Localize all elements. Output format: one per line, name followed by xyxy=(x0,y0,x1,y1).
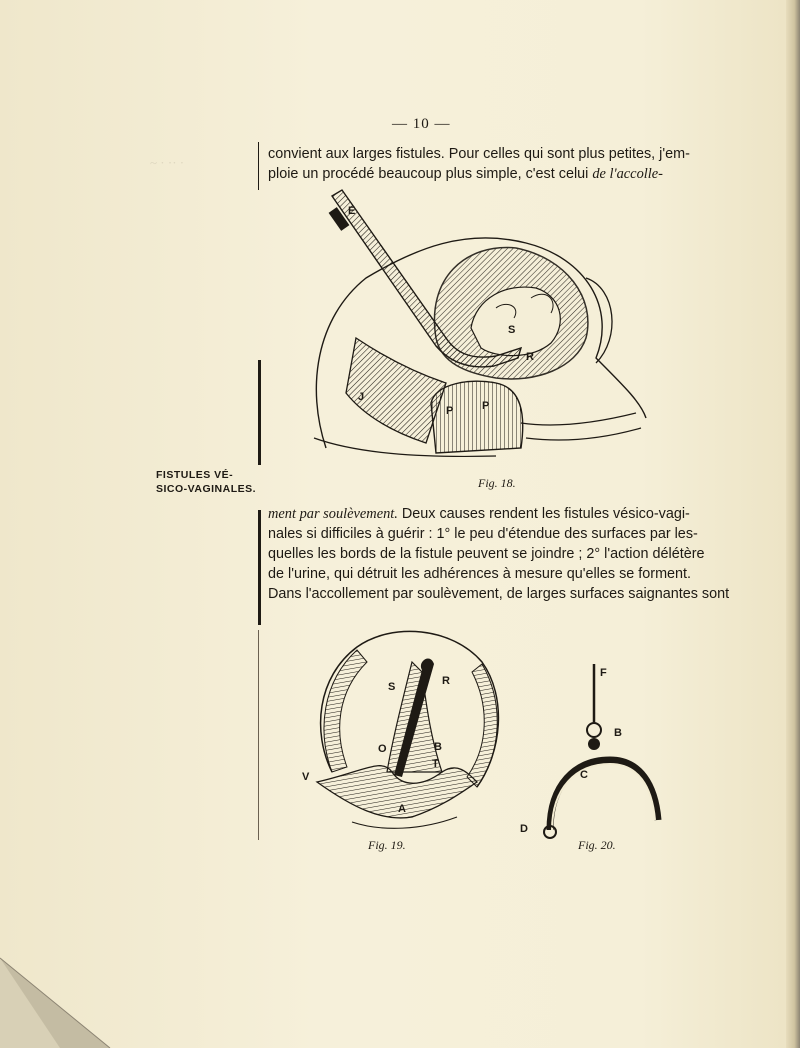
figure-20-caption: Fig. 20. xyxy=(578,838,616,852)
fig20-label-B: B xyxy=(614,727,622,739)
marginal-note-line-2: SICO-VAGINALES. xyxy=(156,483,257,495)
fig19-label-B: B xyxy=(434,741,442,753)
fig18-label-S: S xyxy=(508,324,516,336)
paragraph-bottom-line-1-italic: ment par soulèvement. xyxy=(268,506,398,522)
fig18-label-E: E xyxy=(348,205,356,217)
margin-rule-middle xyxy=(258,360,261,465)
paragraph-top-line-2 xyxy=(268,164,663,184)
page-edge xyxy=(786,0,800,1048)
fig20-label-D: D xyxy=(520,823,528,835)
fig19-label-T: T xyxy=(432,758,439,770)
fig20-label-F: F xyxy=(600,667,607,679)
figure-19-illustration xyxy=(292,622,512,842)
fig19-label-R: R xyxy=(442,675,450,687)
fig18-label-J: J xyxy=(358,391,365,403)
fig18-label-P1: P xyxy=(446,405,454,417)
figure-18-caption: Fig. 18. xyxy=(478,476,516,490)
bleed-through: ~ · ·· · xyxy=(150,155,185,170)
fig20-label-C: C xyxy=(580,769,588,781)
paragraph-bottom-line-3: quelles les bords de la fistule peuvent se joindre ; 2° l'action délétère xyxy=(268,546,705,562)
figure-20-illustration xyxy=(510,660,670,840)
paragraph-top-line-2-text: ploie un procédé beaucoup plus simple, c'est celui xyxy=(268,166,593,182)
paragraph-top-line-2-italic: de l'accolle- xyxy=(592,166,663,182)
fig19-label-A: A xyxy=(398,803,406,815)
fig18-label-R: R xyxy=(526,351,534,363)
page-number: — 10 — xyxy=(392,116,451,132)
margin-rule-bottom xyxy=(258,630,259,840)
fig19-label-S: S xyxy=(388,681,396,693)
fig18-label-P2: P xyxy=(482,400,490,412)
figure-19-caption: Fig. 19. xyxy=(368,838,406,852)
margin-rule-lower xyxy=(258,510,261,625)
paragraph-bottom-line-5: Dans l'accollement par soulèvement, de larges surfaces saignantes sont xyxy=(268,586,730,602)
paragraph-top-line-1: convient aux larges fistules. Pour celles qui sont plus petites, j'em- xyxy=(268,146,690,162)
paragraph-bottom-line-4: de l'urine, qui détruit les adhérences à mesure qu'elles se forment. xyxy=(268,566,692,582)
paragraph-bottom-line-1 xyxy=(268,504,690,524)
paragraph-bottom-line-2: nales si difficiles à guérir : 1° le peu d'étendue des surfaces par les- xyxy=(268,526,698,542)
fig19-label-V: V xyxy=(302,771,310,783)
figure-18-illustration xyxy=(296,188,656,470)
margin-rule-top xyxy=(258,142,259,190)
paragraph-bottom-line-1-text: Deux causes rendent les fistules vésico-vagi- xyxy=(397,506,690,522)
marginal-note xyxy=(156,468,256,496)
page-corner-fold xyxy=(0,938,150,1048)
marginal-note-line-1: FISTULES VÉ- xyxy=(156,469,234,481)
fig19-label-O: O xyxy=(378,743,387,755)
